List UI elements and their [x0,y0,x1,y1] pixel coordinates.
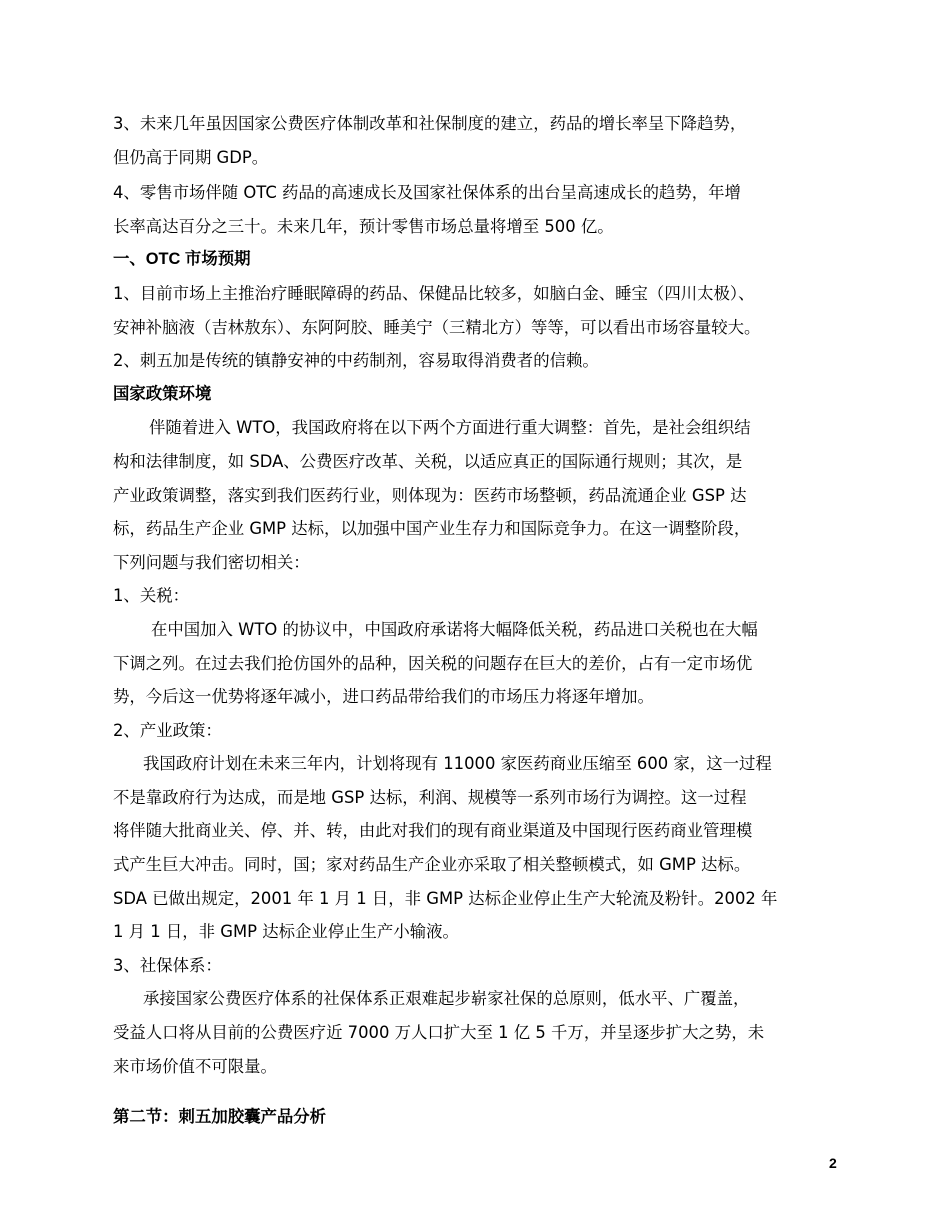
text-line: 2、刺五加是传统的镇静安神的中药制剂，容易取得消费者的信赖。 [113,351,599,371]
text-line: 但仍高于同期 GDP。 [113,147,269,167]
text-line: 势，今后这一优势将逐年减小，进口药品带给我们的市场压力将逐年增加。 [113,687,654,707]
text-line: 3、未来几年虽因国家公费医疗体制改革和社保制度的建立，药品的增长率呈下降趋势， [113,114,747,133]
text-line: 我国政府计划在未来三年内，计划将现有 11000 家医药商业压缩至 600 家，这一过程 [143,754,772,774]
text-line: SDA 已做出规定，2001 年 1 月 1 日，非 GMP 达标企业停止生产大轮流及粉针。2002 年 [113,888,778,908]
section-heading-policy: 国家政策环境 [113,384,212,403]
text-line: 长率高达百分之三十。未来几年，预计零售市场总量将增至 500 亿。 [113,216,614,236]
text-line: 4、零售市场伴随 OTC 药品的高速成长及国家社保体系的出台呈高速成长的趋势，年增 [113,183,741,203]
text-line: 在中国加入 WTO 的协议中，中国政府承诺将大幅降低关税，药品进口关税也在大幅 [151,619,758,639]
text-line: 1 月 1 日，非 GMP 达标企业停止生产小输液。 [113,922,459,942]
text-line: 产业政策调整，落实到我们医药行业，则体现为：医药市场整顿，药品流通企业 GSP 达 [113,485,747,505]
text-line: 标，药品生产企业 GMP 达标，以加强中国产业生存力和国际竞争力。在这一调整阶段， [113,519,751,539]
text-line: 安神补脑液（吉林敖东）、东阿阿胶、睡美宁（三精北方）等等，可以看出市场容量较大。 [113,317,761,337]
text-line: 构和法律制度，如 SDA、公费医疗改革、关税，以适应真正的国际通行规则；其次，是 [113,451,743,471]
subheading-industry-policy: 2、产业政策： [113,720,222,740]
section-heading-product-analysis: 第二节：刺五加胶囊产品分析 [113,1108,327,1127]
text-line: 不是靠政府行为达成，而是地 GSP 达标，利润、规模等一系列市场行为调控。这一过程 [113,787,747,807]
text-line: 将伴随大批商业关、停、并、转，由此对我们的现有商业渠道及中国现行医药商业管理模 [113,821,753,841]
text-line: 下调之列。在过去我们抢仿国外的品种，因关税的问题存在巨大的差价，占有一定市场优 [113,653,753,673]
text-line: 下列问题与我们密切相关： [113,552,310,572]
subheading-social-security: 3、社保体系： [113,955,222,975]
text-line: 1、目前市场上主推治疗睡眠障碍的药品、保健品比较多，如脑白金、睡宝（四川太极）、 [113,283,755,303]
document-body [113,107,843,1135]
text-line: 承接国家公费医疗体系的社保体系正艰难起步崭家社保的总原则，低水平、广覆盖， [143,989,750,1009]
subheading-tariff: 1、关税： [113,586,189,606]
section-heading-otc: 一、OTC 市场预期 [113,250,251,269]
text-line: 受益人口将从目前的公费医疗近 7000 万人口扩大至 1 亿 5 千万，并呈逐步扩大之势，未 [113,1023,765,1043]
text-line: 伴随着进入 WTO，我国政府将在以下两个方面进行重大调整：首先，是社会组织结 [149,418,751,438]
page-number: 2 [829,1155,837,1171]
text-line: 来市场价值不可限量。 [113,1056,277,1076]
text-line: 式产生巨大冲击。同时，国；家对药品生产企业亦采取了相关整顿模式，如 GMP 达标。 [113,855,751,875]
